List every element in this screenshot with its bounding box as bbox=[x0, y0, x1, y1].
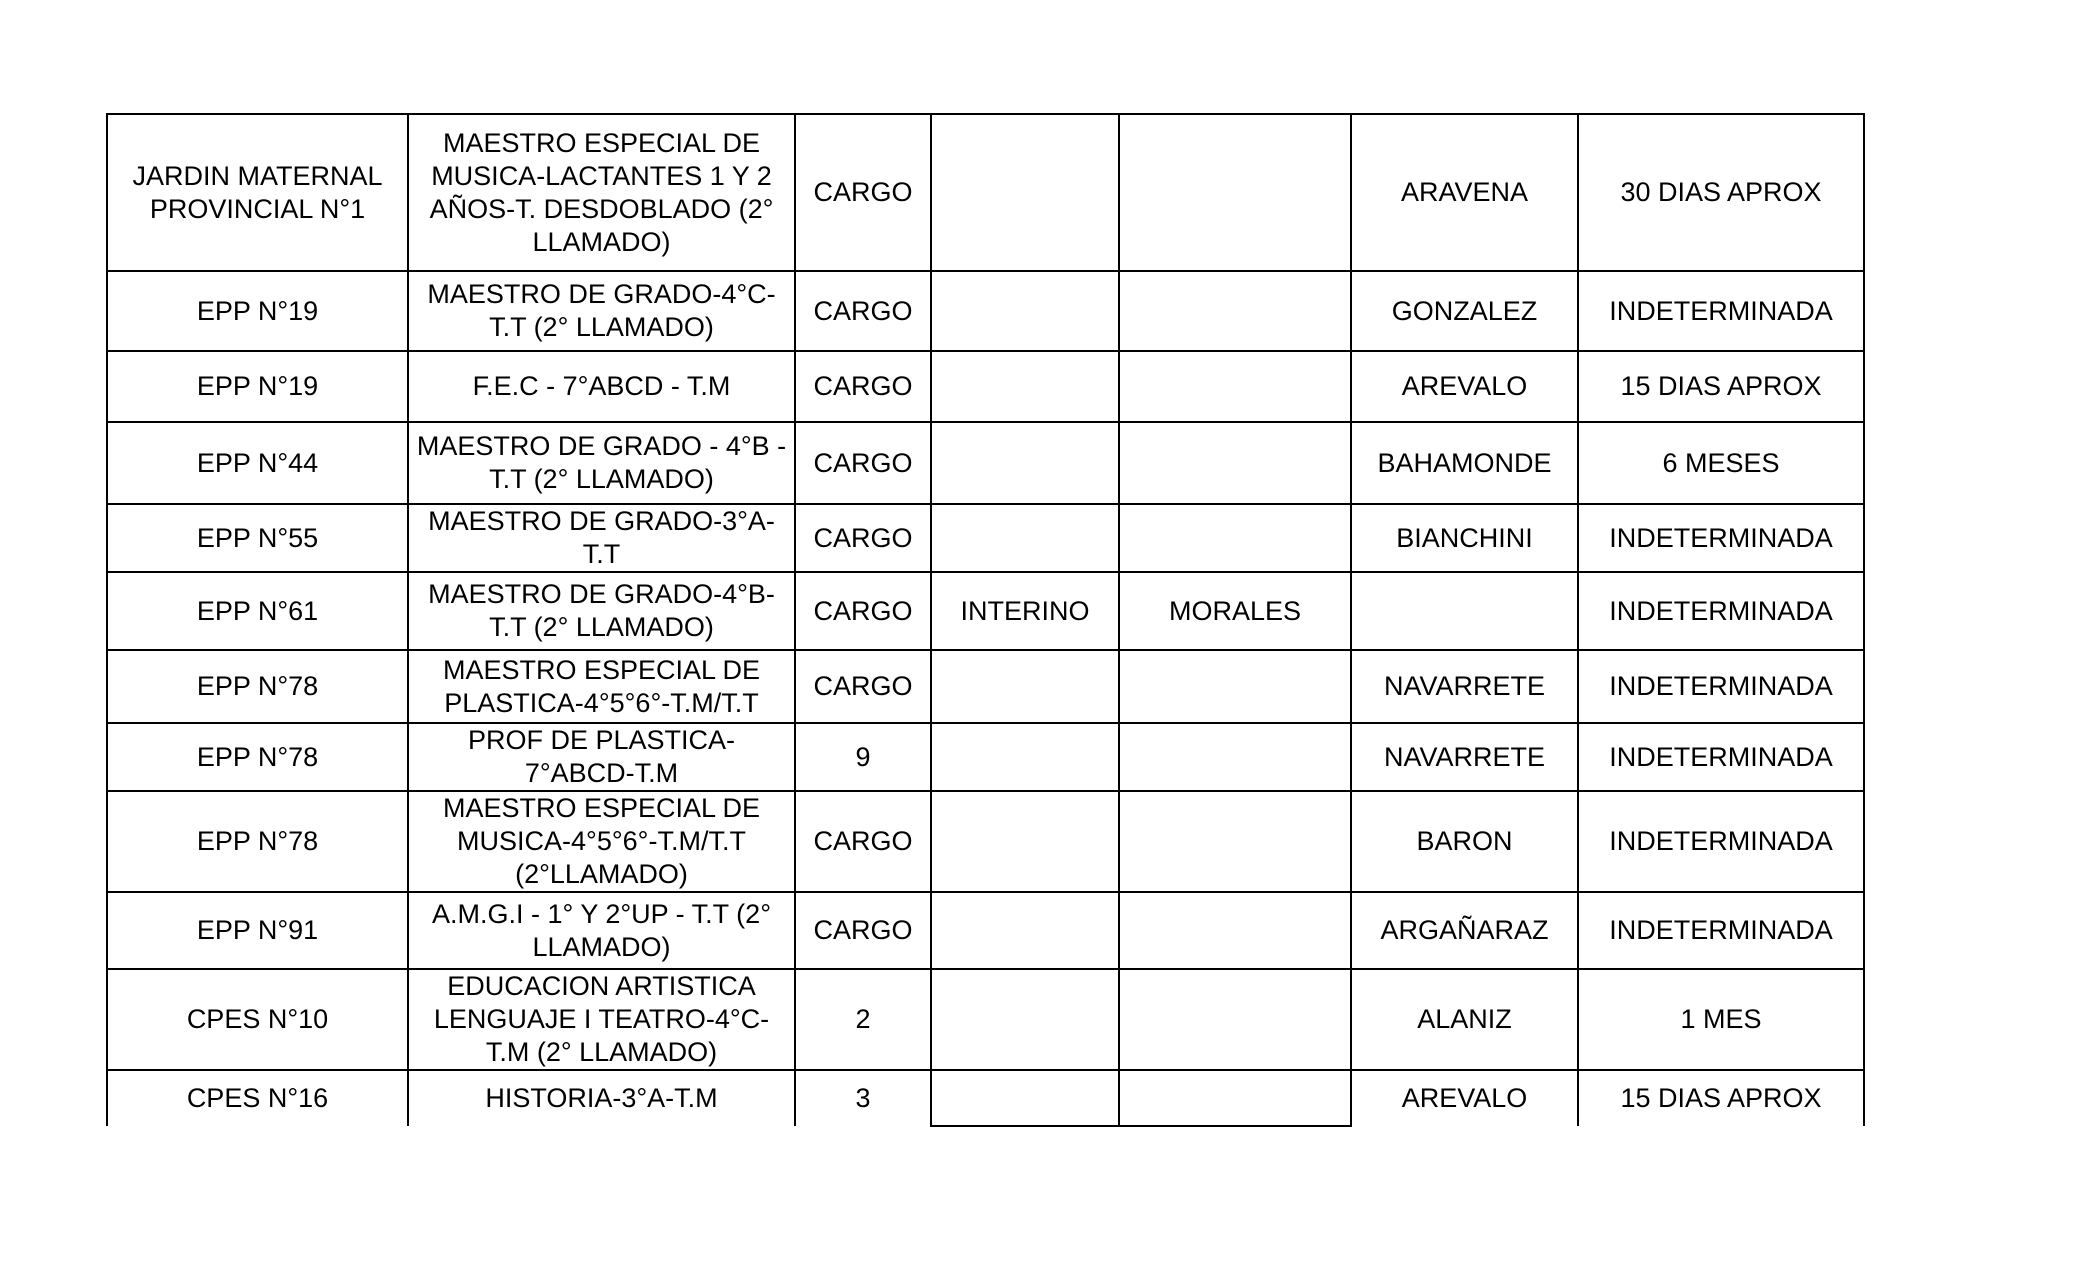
school-cell: CPES N°16 bbox=[107, 1070, 408, 1126]
hours-cell: CARGO bbox=[795, 422, 931, 504]
status-cell: INTERINO bbox=[931, 572, 1119, 650]
school-cell: EPP N°44 bbox=[107, 422, 408, 504]
hours-cell: CARGO bbox=[795, 114, 931, 271]
status-cell bbox=[931, 504, 1119, 572]
duration-cell: 6 MESES bbox=[1578, 422, 1864, 504]
duration-cell: INDETERMINADA bbox=[1578, 271, 1864, 351]
replaced-teacher-cell: ARAVENA bbox=[1351, 114, 1578, 271]
duration-cell: INDETERMINADA bbox=[1578, 892, 1864, 969]
vacancies-table bbox=[106, 113, 1865, 1127]
appointee-cell bbox=[1119, 504, 1351, 572]
replaced-teacher-cell bbox=[1351, 572, 1578, 650]
appointee-cell: MORALES bbox=[1119, 572, 1351, 650]
school-cell: EPP N°61 bbox=[107, 572, 408, 650]
replaced-teacher-cell: ALANIZ bbox=[1351, 969, 1578, 1070]
table-row bbox=[107, 1070, 1864, 1126]
replaced-teacher-cell: NAVARRETE bbox=[1351, 650, 1578, 723]
duration-cell: INDETERMINADA bbox=[1578, 572, 1864, 650]
status-cell bbox=[931, 892, 1119, 969]
appointee-cell bbox=[1119, 271, 1351, 351]
appointee-cell bbox=[1119, 969, 1351, 1070]
hours-cell: CARGO bbox=[795, 791, 931, 892]
table-row bbox=[107, 892, 1864, 969]
status-cell bbox=[931, 271, 1119, 351]
school-cell: EPP N°55 bbox=[107, 504, 408, 572]
replaced-teacher-cell: GONZALEZ bbox=[1351, 271, 1578, 351]
table-row bbox=[107, 114, 1864, 271]
table-row bbox=[107, 650, 1864, 723]
status-cell bbox=[931, 969, 1119, 1070]
appointee-cell bbox=[1119, 351, 1351, 422]
duration-cell: INDETERMINADA bbox=[1578, 791, 1864, 892]
position-cell: MAESTRO DE GRADO-3°A-T.T bbox=[408, 504, 795, 572]
appointee-cell bbox=[1119, 723, 1351, 791]
hours-cell: CARGO bbox=[795, 271, 931, 351]
table-row bbox=[107, 791, 1864, 892]
hours-cell: 9 bbox=[795, 723, 931, 791]
appointee-cell bbox=[1119, 422, 1351, 504]
appointee-cell bbox=[1119, 892, 1351, 969]
hours-cell: 3 bbox=[795, 1070, 931, 1126]
position-cell: MAESTRO ESPECIAL DE PLASTICA-4°5°6°-T.M/T.T bbox=[408, 650, 795, 723]
status-cell bbox=[931, 723, 1119, 791]
status-cell bbox=[931, 422, 1119, 504]
hours-cell: CARGO bbox=[795, 351, 931, 422]
table-row bbox=[107, 969, 1864, 1070]
school-cell: EPP N°78 bbox=[107, 650, 408, 723]
school-cell: EPP N°78 bbox=[107, 723, 408, 791]
table-row bbox=[107, 422, 1864, 504]
position-cell: PROF DE PLASTICA-7°ABCD-T.M bbox=[408, 723, 795, 791]
position-cell: F.E.C - 7°ABCD - T.M bbox=[408, 351, 795, 422]
status-cell bbox=[931, 650, 1119, 723]
hours-cell: CARGO bbox=[795, 650, 931, 723]
duration-cell: 30 DIAS APROX bbox=[1578, 114, 1864, 271]
table-row bbox=[107, 271, 1864, 351]
table-row bbox=[107, 572, 1864, 650]
replaced-teacher-cell: BARON bbox=[1351, 791, 1578, 892]
school-cell: EPP N°19 bbox=[107, 271, 408, 351]
position-cell: EDUCACION ARTISTICA LENGUAJE I TEATRO-4°C-T.M (2° LLAMADO) bbox=[408, 969, 795, 1070]
appointee-cell bbox=[1119, 1070, 1351, 1126]
replaced-teacher-cell: BIANCHINI bbox=[1351, 504, 1578, 572]
table-body bbox=[107, 114, 1864, 1126]
replaced-teacher-cell: AREVALO bbox=[1351, 351, 1578, 422]
appointee-cell bbox=[1119, 650, 1351, 723]
hours-cell: CARGO bbox=[795, 892, 931, 969]
school-cell: CPES N°10 bbox=[107, 969, 408, 1070]
hours-cell: 2 bbox=[795, 969, 931, 1070]
hours-cell: CARGO bbox=[795, 504, 931, 572]
duration-cell: INDETERMINADA bbox=[1578, 723, 1864, 791]
school-cell: EPP N°78 bbox=[107, 791, 408, 892]
position-cell: A.M.G.I - 1° Y 2°UP - T.T (2° LLAMADO) bbox=[408, 892, 795, 969]
appointee-cell bbox=[1119, 114, 1351, 271]
school-cell: EPP N°91 bbox=[107, 892, 408, 969]
position-cell: MAESTRO ESPECIAL DE MUSICA-LACTANTES 1 Y 2 AÑOS-T. DESDOBLADO (2° LLAMADO) bbox=[408, 114, 795, 271]
replaced-teacher-cell: NAVARRETE bbox=[1351, 723, 1578, 791]
table-row bbox=[107, 723, 1864, 791]
school-cell: JARDIN MATERNAL PROVINCIAL N°1 bbox=[107, 114, 408, 271]
replaced-teacher-cell: ARGAÑARAZ bbox=[1351, 892, 1578, 969]
position-cell: MAESTRO ESPECIAL DE MUSICA-4°5°6°-T.M/T.T (2°LLAMADO) bbox=[408, 791, 795, 892]
duration-cell: 1 MES bbox=[1578, 969, 1864, 1070]
status-cell bbox=[931, 791, 1119, 892]
duration-cell: 15 DIAS APROX bbox=[1578, 351, 1864, 422]
replaced-teacher-cell: AREVALO bbox=[1351, 1070, 1578, 1126]
hours-cell: CARGO bbox=[795, 572, 931, 650]
duration-cell: INDETERMINADA bbox=[1578, 504, 1864, 572]
table-row bbox=[107, 504, 1864, 572]
duration-cell: 15 DIAS APROX bbox=[1578, 1070, 1864, 1126]
school-cell: EPP N°19 bbox=[107, 351, 408, 422]
duration-cell: INDETERMINADA bbox=[1578, 650, 1864, 723]
position-cell: MAESTRO DE GRADO-4°C-T.T (2° LLAMADO) bbox=[408, 271, 795, 351]
status-cell bbox=[931, 114, 1119, 271]
appointee-cell bbox=[1119, 791, 1351, 892]
position-cell: MAESTRO DE GRADO-4°B-T.T (2° LLAMADO) bbox=[408, 572, 795, 650]
position-cell: HISTORIA-3°A-T.M bbox=[408, 1070, 795, 1126]
position-cell: MAESTRO DE GRADO - 4°B - T.T (2° LLAMADO) bbox=[408, 422, 795, 504]
status-cell bbox=[931, 1070, 1119, 1126]
table-row bbox=[107, 351, 1864, 422]
replaced-teacher-cell: BAHAMONDE bbox=[1351, 422, 1578, 504]
status-cell bbox=[931, 351, 1119, 422]
